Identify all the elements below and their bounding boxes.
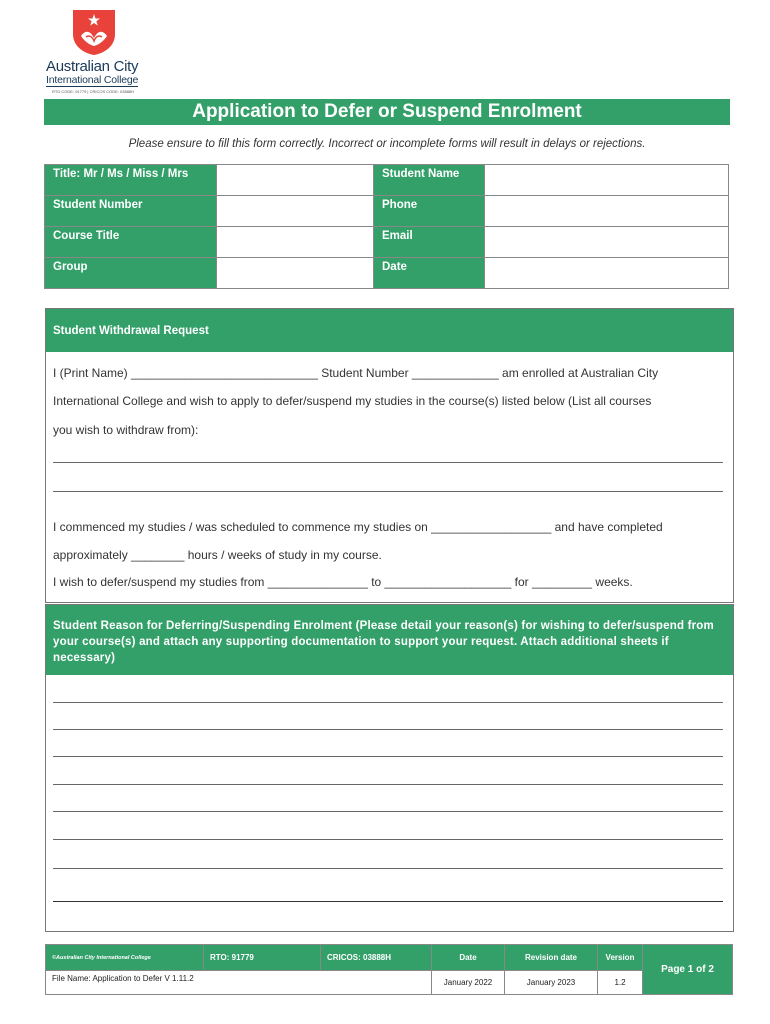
footer-page-number: Page 1 of 2 — [643, 945, 733, 995]
footer-version-label: Version — [598, 945, 643, 971]
logo-tagline: RTO CODE: 91779 | CRICOS CODE: 03888H — [52, 89, 135, 94]
reason-entry-line[interactable] — [53, 756, 723, 757]
table-row — [46, 945, 733, 971]
logo-subtitle: International College — [46, 74, 139, 86]
footer-date-value: January 2022 — [432, 971, 505, 995]
withdrawal-line-1[interactable]: I (Print Name) ____________________________ Student Number _____________ am enrolled at Australian City — [53, 366, 659, 380]
table-row — [45, 258, 729, 289]
email-label: Email — [374, 227, 485, 258]
withdrawal-request-section — [45, 308, 734, 603]
email-field[interactable] — [485, 227, 729, 258]
logo-name: Australian City — [46, 58, 139, 75]
student-name-label: Student Name — [374, 165, 485, 196]
page-title: Application to Defer or Suspend Enrolment — [44, 99, 730, 125]
course-title-label: Course Title — [45, 227, 217, 258]
footer-file-name: File Name: Application to Defer V 1.11.2 — [46, 971, 432, 995]
footer-version-value: 1.2 — [598, 971, 643, 995]
student-number-label: Student Number — [45, 196, 217, 227]
footer-date-label: Date — [432, 945, 505, 971]
reason-entry-line[interactable] — [53, 729, 723, 730]
withdrawal-line-2: International College and wish to apply to defer/suspend my studies in the course(s) listed below (List all courses — [53, 394, 652, 408]
reason-entry-line[interactable] — [53, 702, 723, 703]
date-label: Date — [374, 258, 485, 289]
table-row — [45, 165, 729, 196]
course-title-field[interactable] — [217, 227, 374, 258]
reason-entry-line[interactable] — [53, 784, 723, 785]
title-label: Title: Mr / Ms / Miss / Mrs — [45, 165, 217, 196]
student-info-table — [44, 164, 729, 289]
table-row — [45, 196, 729, 227]
footer-rto: RTO: 91779 — [204, 945, 321, 971]
crest-icon — [71, 8, 117, 56]
student-number-field[interactable] — [217, 196, 374, 227]
withdrawal-line-6[interactable]: I wish to defer/suspend my studies from _______________ to ___________________ for _________ weeks. — [53, 575, 633, 589]
document-footer — [45, 944, 733, 995]
table-row — [46, 971, 733, 995]
group-label: Group — [45, 258, 217, 289]
reason-heading: Student Reason for Deferring/Suspending Enrolment (Please detail your reason(s) for wishing to defer/suspend from your course(s) and attach any supporting documentation to support your request. Attach additional sheets if necessary) — [46, 605, 733, 675]
college-logo — [46, 8, 142, 94]
phone-field[interactable] — [485, 196, 729, 227]
footer-cricos: CRICOS: 03888H — [321, 945, 432, 971]
reason-entry-line[interactable] — [53, 839, 723, 840]
form-instructions: Please ensure to fill this form correctly. Incorrect or incomplete forms will result in delays or rejections. — [128, 138, 646, 150]
course-entry-line[interactable] — [53, 491, 723, 492]
reason-entry-line[interactable] — [53, 868, 723, 869]
student-name-field[interactable] — [485, 165, 729, 196]
title-field[interactable] — [217, 165, 374, 196]
withdrawal-line-4[interactable]: I commenced my studies / was scheduled to commence my studies on __________________ and have completed — [53, 520, 663, 534]
footer-copyright: ©Australian City International College — [46, 945, 204, 971]
withdrawal-heading: Student Withdrawal Request — [46, 309, 733, 352]
table-row — [45, 227, 729, 258]
withdrawal-line-3: you wish to withdraw from): — [53, 423, 199, 437]
footer-revision-label: Revision date — [505, 945, 598, 971]
date-field[interactable] — [485, 258, 729, 289]
group-field[interactable] — [217, 258, 374, 289]
withdrawal-line-5[interactable]: approximately ________ hours / weeks of study in my course. — [53, 548, 382, 562]
phone-label: Phone — [374, 196, 485, 227]
reason-section — [45, 604, 734, 932]
course-entry-line[interactable] — [53, 462, 723, 463]
footer-revision-value: January 2023 — [505, 971, 598, 995]
reason-entry-line[interactable] — [53, 901, 723, 902]
reason-entry-line[interactable] — [53, 811, 723, 812]
